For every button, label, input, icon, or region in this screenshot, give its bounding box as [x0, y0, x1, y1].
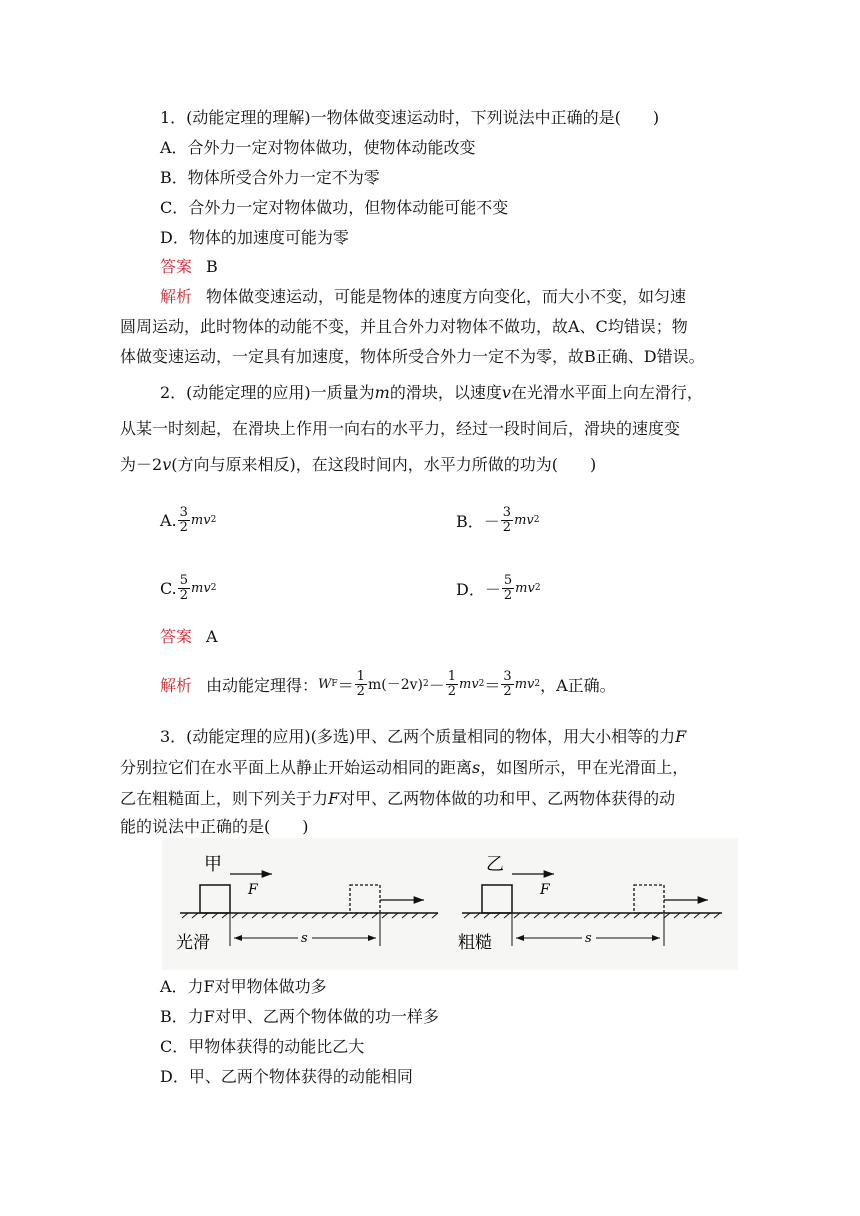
work-subscript: F — [331, 679, 338, 689]
q3-option-b: B．力F对甲、乙两个物体做的功一样多 — [160, 1007, 439, 1026]
q1-answer-line — [160, 256, 218, 278]
q2-stem-text-b: 的滑块，以速度 — [389, 383, 502, 402]
q2-stem-text-c: 在光滑水平面上向左滑行， — [510, 383, 703, 402]
q3-stem-line-2 — [120, 757, 688, 779]
answer-label: 答案 — [160, 257, 193, 276]
fraction: $\frac{5}{2}$ — [179, 572, 189, 603]
expr: mv — [190, 512, 211, 528]
q3-stem-line-3 — [120, 788, 675, 810]
q1-analysis-text-1: 物体做变速运动，可能是物体的速度方向变化，而大小不变，如匀速 — [206, 287, 687, 306]
q2-option-prefix: A. — [160, 510, 177, 530]
expr: mv — [515, 580, 535, 596]
q2-option-prefix: D． — [456, 579, 485, 599]
q3-stem-text-c: ，如图所示，甲在光滑面上， — [480, 758, 689, 777]
block-yi-final — [634, 885, 664, 913]
q2-option-b — [456, 498, 539, 542]
sign: － — [484, 579, 501, 599]
analysis-tail: ，A正确。 — [540, 675, 616, 695]
expr-part-1: m(－2v) — [367, 677, 423, 693]
q3-stem-line-1 — [160, 726, 686, 748]
block-jia — [200, 885, 230, 913]
exponent: 2 — [533, 515, 540, 525]
fraction: $\frac{3}{2}$ — [179, 504, 188, 535]
q1-analysis-line-3: 体做变速运动，一定具有加速度，物体所受合外力一定不为零，故B正确、D错误。 — [120, 347, 705, 366]
q3-stem-text-b: 分别拉它们在水平面上从静止开始运动相同的距离 — [120, 758, 473, 777]
q1-analysis-line-2: 圆周运动，此时物体的动能不变，并且合外力对物体不做功，故A、C均错误；物 — [120, 317, 688, 336]
minus-sign: － — [428, 675, 445, 695]
surface-label-smooth: 光滑 — [176, 933, 210, 953]
expr: mv — [191, 580, 211, 596]
q2-stem-line-1 — [160, 382, 703, 404]
q3-var-F: F — [675, 727, 687, 746]
expr: mv — [514, 512, 534, 528]
sign: － — [483, 511, 500, 531]
q2-stem-text-d: 为－2 — [120, 455, 163, 474]
analysis-lead: 由动能定理得： — [206, 675, 319, 695]
exponent: 2 — [422, 679, 429, 689]
q1-option-c: C．合外力一定对物体做功，但物体动能可能不变 — [160, 198, 509, 217]
q3-stem-line-4: 能的说法中正确的是( ) — [120, 817, 309, 836]
force-label: F — [248, 882, 258, 898]
analysis-label: 解析 — [160, 675, 193, 695]
q2-var-v-2: v — [162, 455, 172, 474]
equals-sign: ＝ — [337, 675, 354, 695]
q2-option-d — [456, 566, 541, 610]
label-jia: 甲 — [204, 854, 222, 875]
surface-label-rough: 粗糙 — [458, 933, 492, 953]
q1-option-d: D．物体的加速度可能为零 — [160, 228, 349, 247]
answer-label: 答案 — [160, 627, 193, 646]
force-diagram-svg — [162, 838, 738, 970]
q3-option-c: C．甲物体获得的动能比乙大 — [160, 1037, 365, 1056]
exponent: 2 — [534, 583, 541, 593]
distance-label: s — [301, 931, 308, 946]
force-label: F — [540, 882, 550, 898]
q1-answer: B — [206, 257, 218, 276]
q2-stem-text-e: (方向与原来相反)，在这段时间内，水平力所做的功为( ) — [171, 455, 597, 474]
q1-option-a: A．合外力一定对物体做功，使物体动能改变 — [160, 138, 476, 157]
expr-part-3: mv — [514, 676, 535, 692]
q2-var-m: m — [374, 383, 390, 402]
q2-answer-line — [160, 626, 218, 648]
q3-option-d: D．甲、乙两个物体获得的动能相同 — [160, 1067, 413, 1086]
q2-stem-line-3 — [120, 454, 596, 476]
q3-stem-text-e: 对甲、乙两物体做的功和甲、乙两物体获得的动 — [339, 789, 676, 808]
q2-stem-text-a: 2．(动能定理的应用)一质量为 — [160, 383, 375, 402]
q2-option-a — [160, 498, 216, 542]
exponent: 2 — [210, 515, 217, 525]
fraction: $\frac{1}{2}$ — [356, 668, 365, 699]
q3-option-a: A．力F对甲物体做功多 — [160, 977, 327, 996]
q3-var-s: s — [472, 758, 481, 777]
q2-stem-line-2: 从某一时刻起，在滑块上作用一向右的水平力，经过一段时间后，滑块的速度变 — [120, 419, 681, 438]
distance-label: s — [585, 931, 592, 946]
exponent: 2 — [534, 679, 541, 689]
q1-stem: 1．(动能定理的理解)一物体做变速运动时，下列说法中正确的是( ) — [160, 108, 660, 127]
q3-stem-text-d: 乙在粗糙面上，则下列关于力 — [120, 789, 329, 808]
equals-sign: ＝ — [484, 675, 501, 695]
label-yi: 乙 — [486, 854, 504, 875]
q1-analysis-line-1 — [160, 286, 686, 308]
block-jia-final — [350, 885, 380, 913]
expr-part-2: mv — [459, 676, 479, 692]
q2-var-v: v — [501, 383, 511, 402]
q2-option-prefix: C. — [160, 578, 177, 598]
fraction: $\frac{3}{2}$ — [502, 504, 512, 535]
q2-answer: A — [206, 627, 218, 646]
block-yi — [482, 885, 512, 913]
q2-option-c — [160, 566, 216, 610]
exponent: 2 — [478, 679, 485, 689]
q1-option-b: B．物体所受合外力一定不为零 — [160, 168, 380, 187]
fraction: $\frac{1}{2}$ — [447, 668, 456, 699]
force-diagram — [162, 838, 738, 970]
exponent: 2 — [210, 583, 217, 593]
fraction: $\frac{5}{2}$ — [503, 572, 513, 603]
q2-option-prefix: B． — [456, 511, 484, 531]
analysis-label: 解析 — [160, 287, 193, 306]
q3-var-F-2: F — [328, 789, 340, 808]
q2-analysis-line — [160, 662, 616, 706]
fraction: $\frac{3}{2}$ — [503, 668, 512, 699]
work-symbol: W — [318, 676, 332, 692]
q3-stem-text-a: 3．(动能定理的应用)(多选)甲、乙两个质量相同的物体，用大小相等的力 — [160, 727, 676, 746]
